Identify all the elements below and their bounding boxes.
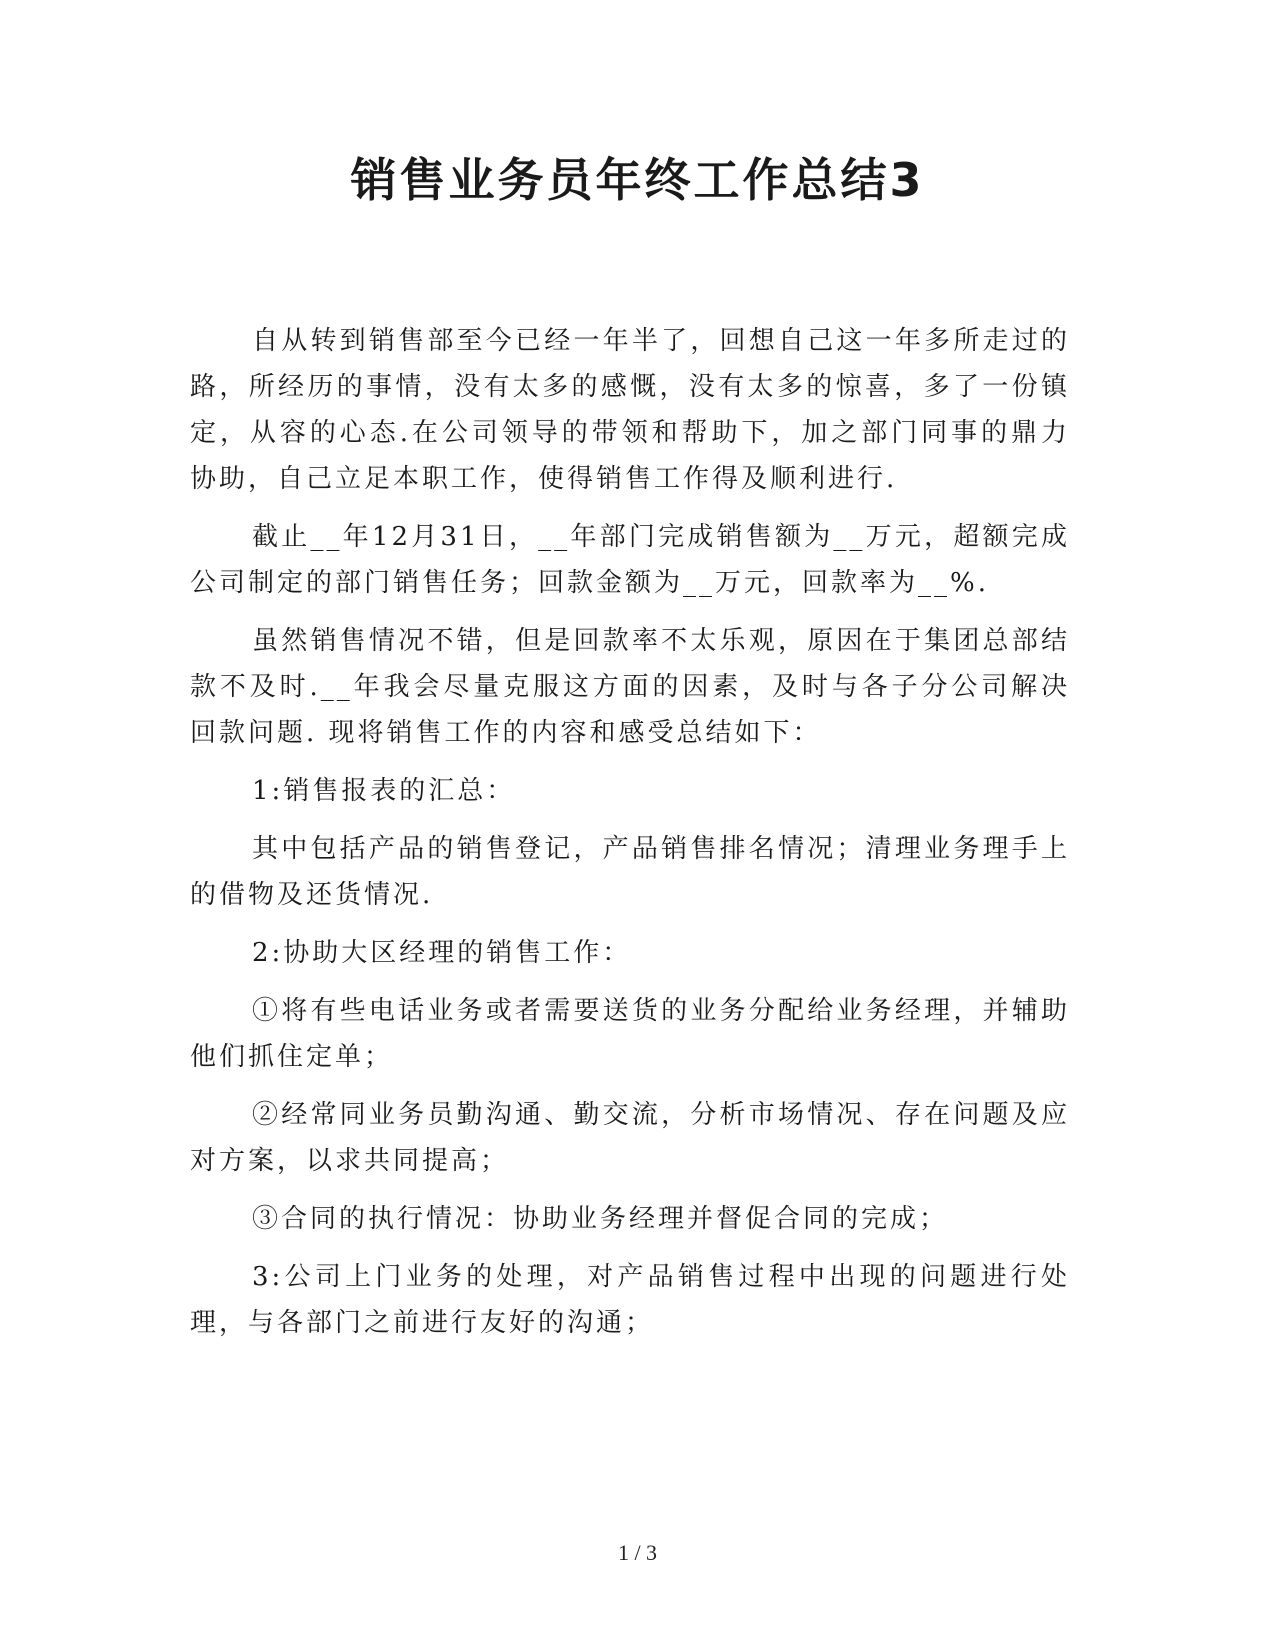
section-heading-3: 3:公司上门业务的处理，对产品销售过程中出现的问题进行处理，与各部门之前进行友好的沟通； — [190, 1262, 1070, 1338]
paragraph-collection-issue: 虽然销售情况不错，但是回款率不太乐观，原因在于集团总部结款不及时.__年我会尽量克服这方面的因素，及时与各子分公司解决回款问题. 现将销售工作的内容和感受总结如下： — [190, 626, 1070, 748]
list-item-2: ②经常同业务员勤沟通、勤交流，分析市场情况、存在问题及应对方案，以求共同提高； — [190, 1100, 1070, 1176]
page-number: 1 / 3 — [617, 1540, 658, 1565]
section-heading-1: 1:销售报表的汇总： — [252, 776, 516, 806]
list-item-1: ①将有些电话业务或者需要送货的业务分配给业务经理，并辅助他们抓住定单； — [190, 996, 1070, 1072]
section-heading-2: 2:协助大区经理的销售工作： — [252, 938, 632, 968]
document-title: 销售业务员年终工作总结3 — [350, 153, 925, 207]
paragraph-intro: 自从转到销售部至今已经一年半了，回想自己这一年多所走过的路，所经历的事情，没有太多的感慨，没有太多的惊喜，多了一份镇定，从容的心态.在公司领导的带领和帮助下，加之部门同事的鼎力协助，自己立足本职工作，使得销售工作得及顺利进行. — [190, 326, 1070, 494]
paragraph-sales-figures: 截止__年12月31日，__年部门完成销售额为__万元，超额完成公司制定的部门销售任务；回款金额为__万元，回款率为__%. — [190, 522, 1070, 598]
document-body — [190, 318, 1070, 1358]
list-item-3: ③合同的执行情况：协助业务经理并督促合同的完成； — [252, 1204, 949, 1234]
paragraph-section-1: 其中包括产品的销售登记，产品销售排名情况；清理业务理手上的借物及还货情况. — [190, 834, 1070, 910]
